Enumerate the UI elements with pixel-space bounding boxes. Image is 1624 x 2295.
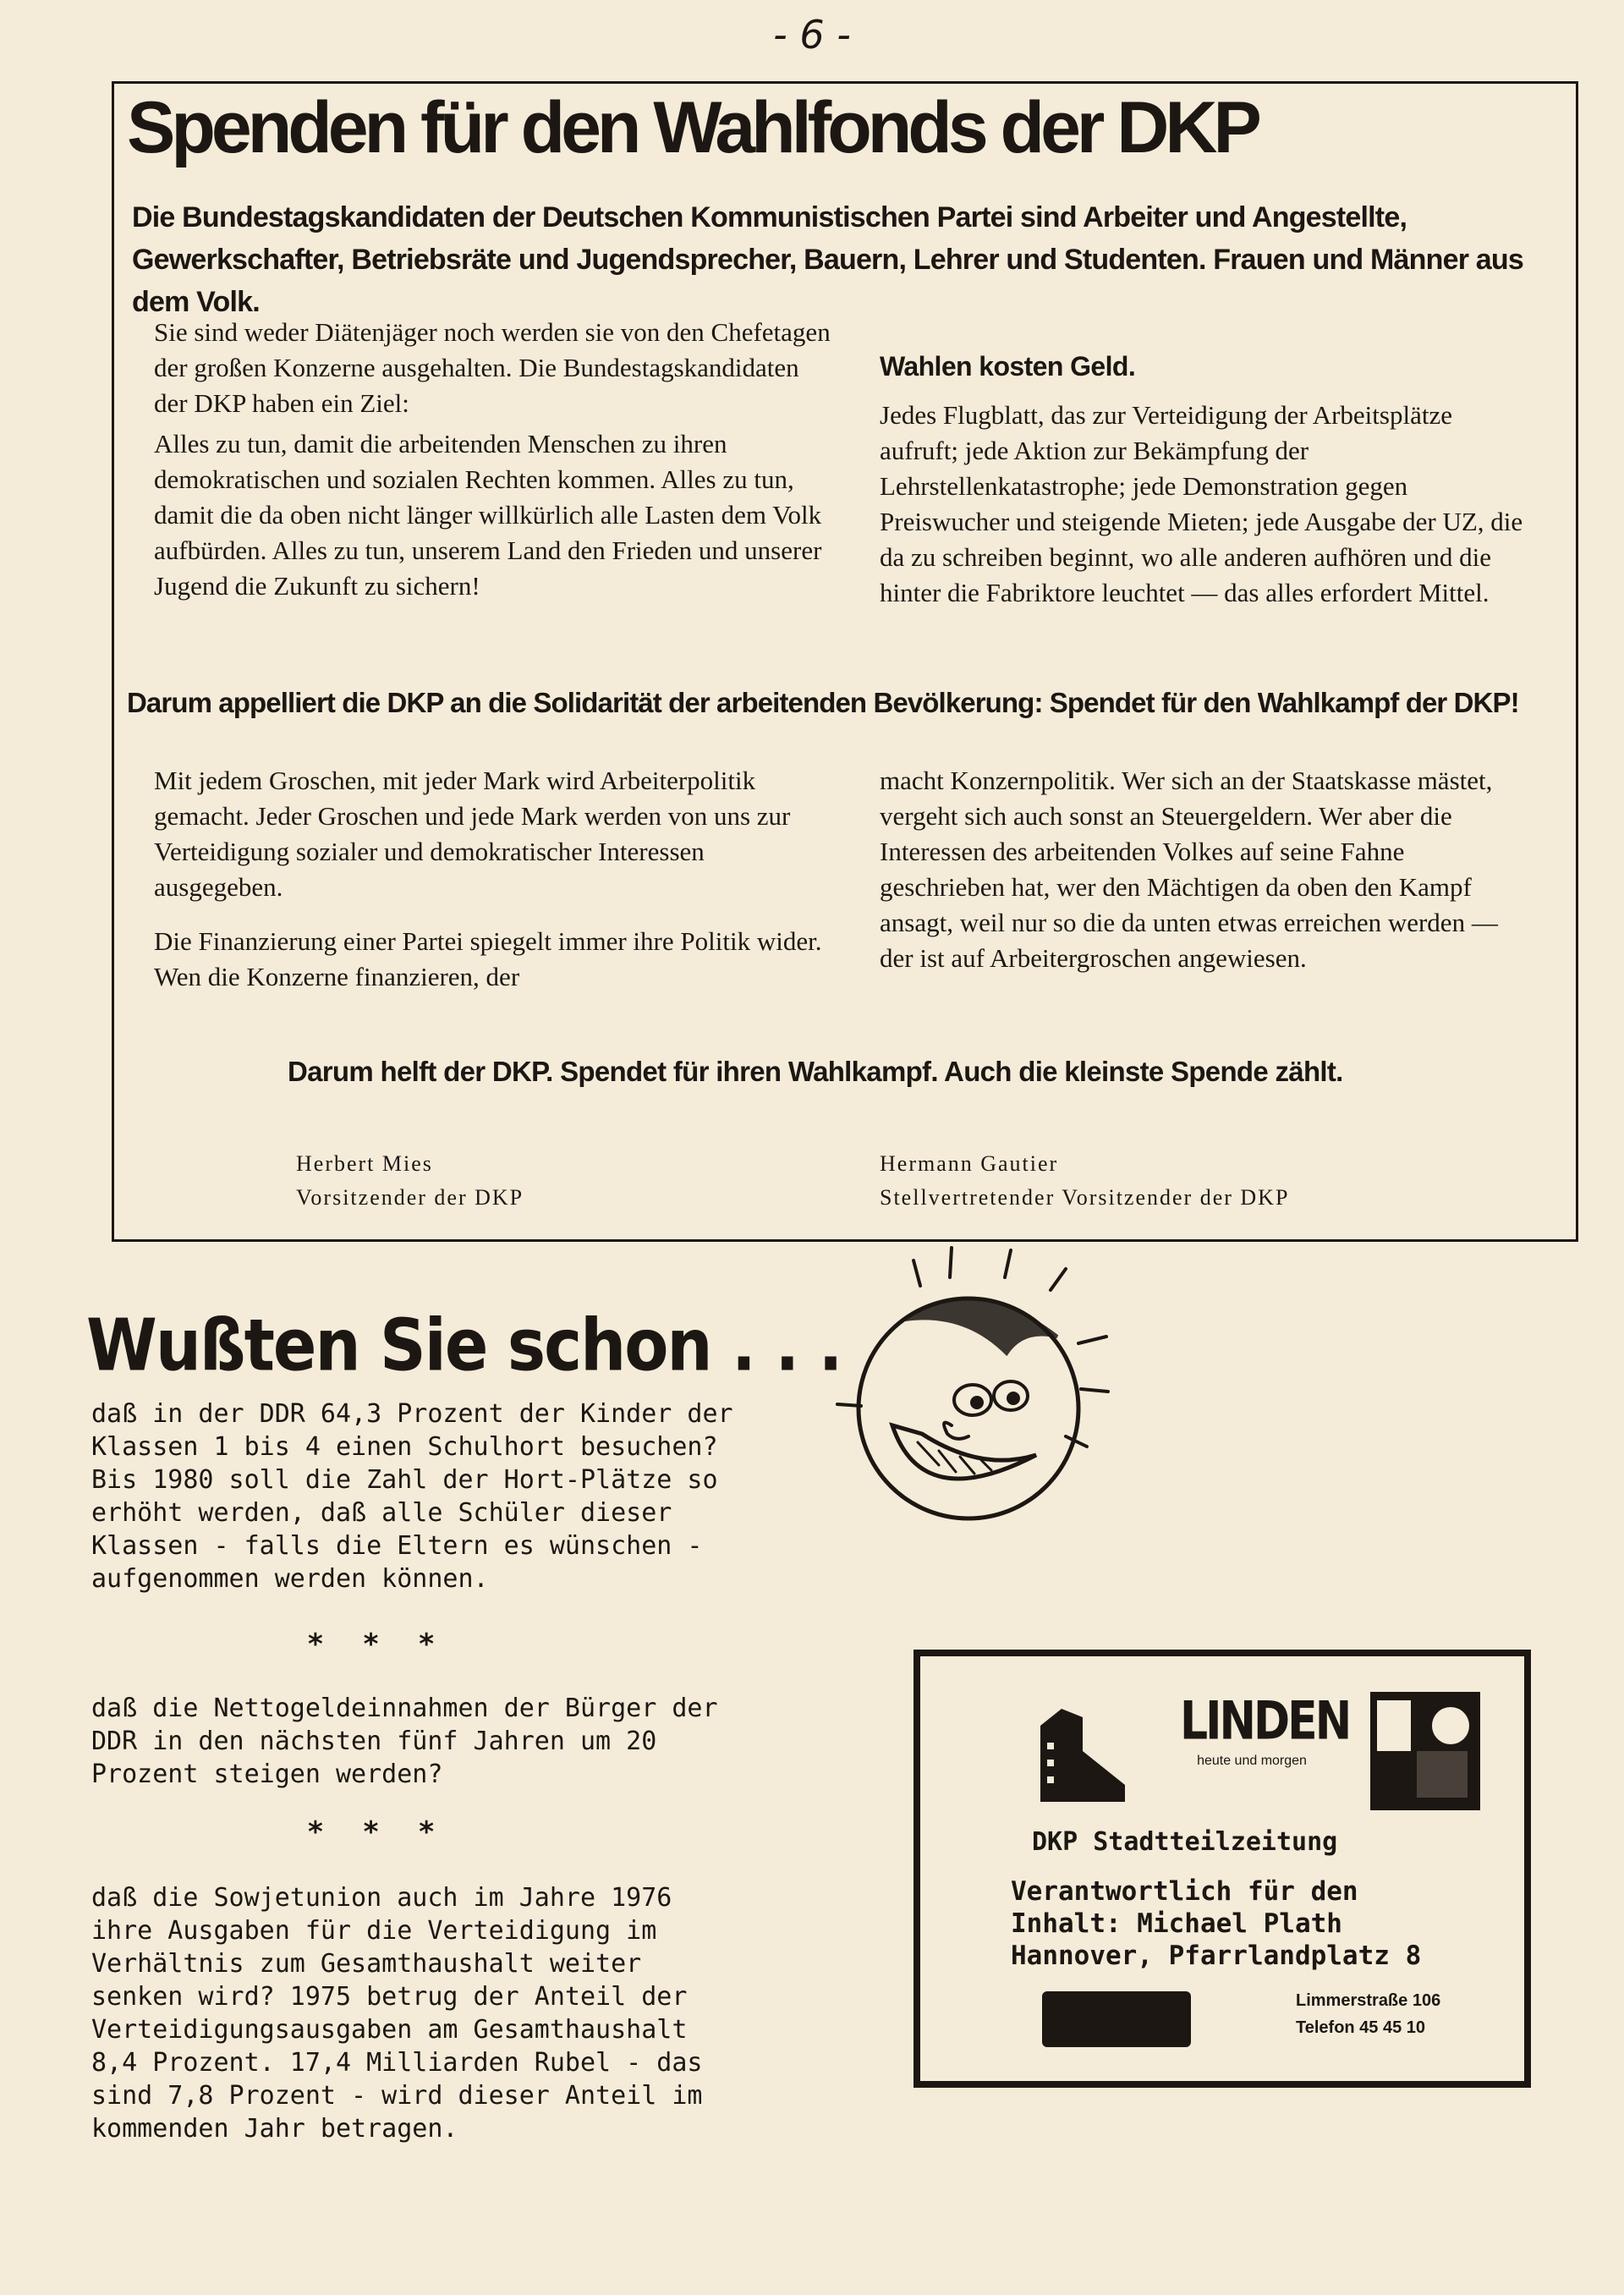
- separator-stars: * * *: [308, 1815, 450, 1849]
- ray: [1081, 1389, 1108, 1392]
- right-col-paragraph-1: Jedes Flugblatt, das zur Verteidigung der Arbeitsplätze aufruft; jede Aktion zur Bekämpfung der Lehrstellenkatastrophe; jede Demonstration gegen Preiswucher und steigende Mieten; jede Ausgabe der UZ, die da zu schreiben beginnt, wo alle anderen aufhören und die hinter die Fabriktore leuchtet — das alles erfordert Mittel.: [880, 400, 1523, 607]
- ray: [1005, 1250, 1011, 1277]
- imprint-line-1: DKP Stadtteilzeitung: [1032, 1827, 1338, 1857]
- signature-role: Vorsitzender der DKP: [296, 1185, 524, 1210]
- right-column-2: [880, 763, 1531, 976]
- building-icon: [1023, 1700, 1133, 1810]
- article-intro: Die Bundestagskandidaten der Deutschen Kommunistischen Partei sind Arbeiter und Angestellte, Gewerkschafter, Betriebsräte und Jugendsprecher, Bauern, Lehrer und Studenten. Frauen und Männer aus dem Volk.: [132, 201, 1523, 318]
- logo-text: LINDEN: [1180, 1691, 1350, 1752]
- signature-name: Hermann Gautier: [880, 1151, 1059, 1176]
- left-col2-paragraph-1: Mit jedem Groschen, mit jeder Mark wird Arbeiterpolitik gemacht. Jeder Groschen und jede Mark werden von uns zur Verteidigung sozialer und demokratischer Interessen ausgegeben.: [154, 766, 791, 902]
- fact-2: daß die Nettogeldeinnahmen der Bürger der DDR in den nächsten fünf Jahren um 20 Prozent steigen werden?: [91, 1694, 718, 1789]
- signature-name: Herbert Mies: [296, 1151, 433, 1176]
- smiley-illustration: [812, 1244, 1133, 1565]
- ray: [914, 1260, 920, 1286]
- ray: [1078, 1337, 1106, 1343]
- signature-1: [296, 1147, 524, 1215]
- left-column-1: [154, 315, 831, 604]
- appeal-line: Darum appelliert die DKP an die Solidarität der arbeitenden Bevölkerung: Spendet für den Wahlkampf der DKP!: [127, 687, 1519, 718]
- fact-1: daß in der DDR 64,3 Prozent der Kinder der Klassen 1 bis 4 einen Schulhort besuchen? Bis 1980 soll die Zahl der Hort-Plätze so erhöht werden, daß alle Schüler dieser Klassen - falls die Eltern es wünschen - aufgenommen werden können.: [91, 1399, 733, 1594]
- pupil: [1008, 1393, 1018, 1403]
- section-heading: Wahlen kosten Geld.: [880, 351, 1136, 382]
- left-col-paragraph-2: Alles zu tun, damit die arbeitenden Menschen zu ihren demokratischen und sozialen Rechten kommen. Alles zu tun, damit die da oben nicht länger willkürlich alle Lasten dem Volk aufbürden. Alles zu tun, unserem Land den Frieden und unserer Jugend die Zukunft zu sichern!: [154, 429, 822, 601]
- address-line: Limmerstraße 106: [1296, 1991, 1441, 2010]
- page-number: - 6 -: [773, 12, 851, 58]
- imprint-line-2: Verantwortlich für den: [1011, 1876, 1358, 1907]
- left-column-2: [154, 763, 831, 995]
- article-title: Spenden für den Wahlfonds der DKP: [127, 87, 1258, 168]
- logo-subtext: heute und morgen: [1197, 1754, 1307, 1768]
- separator-stars: * * *: [308, 1628, 450, 1661]
- imprint-line-4: Hannover, Pfarrlandplatz 8: [1011, 1941, 1422, 1971]
- ray: [950, 1248, 952, 1277]
- section-title: Wußten Sie schon . . .: [86, 1303, 842, 1387]
- closing-line: Darum helft der DKP. Spendet für ihren Wahlkampf. Auch die kleinste Spende zählt.: [288, 1056, 1343, 1087]
- nose: [944, 1423, 968, 1439]
- hair: [905, 1302, 1057, 1353]
- phone-line: Telefon 45 45 10: [1296, 2018, 1426, 2037]
- left-col-paragraph-1: Sie sind weder Diätenjäger noch werden sie von den Chefetagen der großen Konzerne ausgehalten. Die Bundestagskandidaten der DKP haben ein Ziel:: [154, 317, 831, 418]
- pupil: [972, 1397, 982, 1408]
- blackout-block: [1042, 1991, 1191, 2047]
- imprint-line-3: Inhalt: Michael Plath: [1011, 1908, 1342, 1939]
- ray: [1051, 1269, 1066, 1290]
- right-col2-paragraph-1: macht Konzernpolitik. Wer sich an der Staatskasse mästet, vergeht sich auch sonst an Steuergeldern. Wer aber die Interessen des arbeitenden Volkes auf seine Fahne geschrieben hat, wer den Mächtigen da oben den Kampf ansagt, weil nur so die da unten etwas erreichen werden — der ist auf Arbeitergroschen angewiesen.: [880, 766, 1498, 973]
- portrait-icon: [1370, 1692, 1480, 1810]
- signature-role: Stellvertretender Vorsitzender der DKP: [880, 1185, 1290, 1210]
- mouth: [892, 1425, 1036, 1479]
- fact-3: daß die Sowjetunion auch im Jahre 1976 ihre Ausgaben für die Verteidigung im Verhältnis zum Gesamthaushalt weiter senken wird? 1975 betrug der Anteil der Verteidigungsausgaben am Gesamthaushalt 8,4 Prozent. 17,4 Milliarden Rubel - das sind 7,8 Prozent - wird dieser Anteil im kommenden Jahr betragen.: [91, 1883, 703, 2144]
- left-col2-paragraph-2: Die Finanzierung einer Partei spiegelt immer ihre Politik wider. Wen die Konzerne finanzieren, der: [154, 926, 822, 991]
- linden-logo: [1180, 1691, 1350, 1769]
- right-column-1: [880, 349, 1531, 611]
- signature-2: [880, 1147, 1289, 1215]
